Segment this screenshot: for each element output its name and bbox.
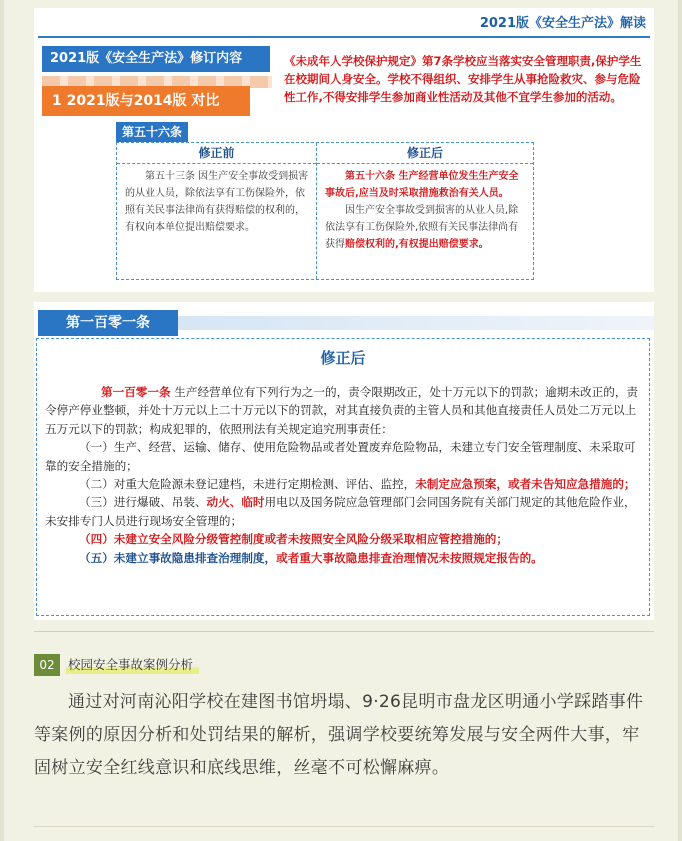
after-red-text: 第五十六条 生产经营单位发生生产安全事故后,应当及时采取措施救治有关人员。 bbox=[325, 171, 519, 199]
before-header: 修正前 bbox=[117, 143, 316, 164]
article-101-body bbox=[45, 383, 643, 567]
header-divider bbox=[38, 36, 650, 38]
item-1 bbox=[45, 438, 643, 475]
slide-article-101 bbox=[34, 302, 654, 620]
revised-heading: 修正后 bbox=[320, 349, 366, 367]
version-compare-box: 1 2021版与2014版 对比 bbox=[42, 86, 250, 116]
item-3-text-a: （三）进行爆破、吊装、 bbox=[79, 495, 207, 510]
after-column bbox=[317, 143, 533, 279]
item-3-text-c: 用电以及国务院应急管理部门会同国务院有关部门规定的其他危险作业，未安排专门人员进行现场安全管理的； bbox=[45, 495, 636, 528]
item-4-red: （四）未建立安全风险分级管控制度或者未按照安全风险分级采取相应管控措施的； bbox=[79, 532, 508, 547]
section-divider bbox=[34, 631, 654, 632]
item-4 bbox=[45, 530, 643, 548]
item-1-text: （一）生产、经营、运输、储存、使用危险物品或者处置废弃危险物品，未建立专门安全管理制度、未采取可靠的安全措施的； bbox=[45, 440, 636, 473]
item-5-red: 或者重大事故隐患排查治理情况未按照规定报告的。 bbox=[276, 550, 543, 565]
item-5 bbox=[45, 549, 643, 567]
item-5-text: （五）未建立事故隐患排查治理制度， bbox=[79, 550, 277, 565]
comparison-table bbox=[116, 142, 534, 280]
article-101-box bbox=[36, 338, 650, 616]
article-101-tab: 第一百零一条 bbox=[38, 310, 178, 336]
case-analysis-paragraph: 通过对河南沁阳学校在建图书馆坍塌、9·26昆明市盘龙区明通小学踩踏事件等案例的原因分析和处罚结果的解析，强调学校要统筹发展与安全两件大事，牢固树立安全红线意识和底线思维，丝毫不可松懈麻痹。 bbox=[34, 692, 644, 778]
slide-header-title: 2021版《安全生产法》解读 bbox=[479, 16, 646, 31]
item-3-red: 动火、临时 bbox=[206, 495, 265, 510]
item-2 bbox=[45, 475, 643, 493]
article-intro-para bbox=[45, 383, 643, 438]
after-red-tail: 赔偿权利的,有权提出赔偿要求。 bbox=[345, 239, 489, 250]
item-2-text: （二）对重大危险源未登记建档，未进行定期检测、评估、监控， bbox=[79, 477, 416, 492]
before-text: 第五十三条 因生产安全事故受到损害的从业人员，除依法享有工伤保险外，依照有关民事法律尚有获得赔偿的权利的，有权向本单位提出赔偿要求。 bbox=[125, 171, 309, 233]
section-title: 校园安全事故案例分析 bbox=[66, 654, 199, 676]
right-rail bbox=[678, 0, 682, 841]
after-header: 修正后 bbox=[317, 143, 533, 164]
before-text-wrap bbox=[117, 164, 316, 236]
left-rail bbox=[0, 0, 4, 841]
after-text: 因生产安全事故受到损害的从业人员,除依法享有工伤保险外,依照有关民事法律尚有获得 bbox=[325, 205, 519, 250]
after-text-wrap bbox=[317, 164, 533, 253]
tab-shadow-band bbox=[178, 316, 654, 330]
section-number-badge: 02 bbox=[34, 654, 60, 676]
bottom-divider bbox=[34, 826, 654, 827]
item-2-red: 未制定应急预案，或者未告知应急措施的； bbox=[415, 477, 636, 492]
article-56-tag: 第五十六条 bbox=[116, 122, 188, 142]
slide-law-comparison bbox=[34, 8, 654, 292]
article-label: 第一百零一条 bbox=[101, 385, 171, 399]
item-3 bbox=[45, 493, 643, 530]
minor-protection-note: 《未成年人学校保护规定》第7条学校应当落实安全管理职责,保护学生在校期间人身安全。学校不得组织、安排学生从事抢险救灾、参与危险性工作,不得安排学生参加商业性活动及其他不宜学生参加的活动。 bbox=[284, 54, 642, 104]
revision-title-box: 2021版《安全生产法》修订内容 bbox=[42, 46, 270, 72]
before-column bbox=[117, 143, 317, 279]
article-intro: 生产经营单位有下列行为之一的，责令限期改正，处十万元以下的罚款；逾期未改正的，责令停产停业整顿，并处十万元以上二十万元以下的罚款，对其直接负责的主管人员和其他直接责任人员处二万元以上五万元以下的罚款；构成犯罪的，依照刑法有关规定追究刑事责任： bbox=[45, 385, 639, 436]
